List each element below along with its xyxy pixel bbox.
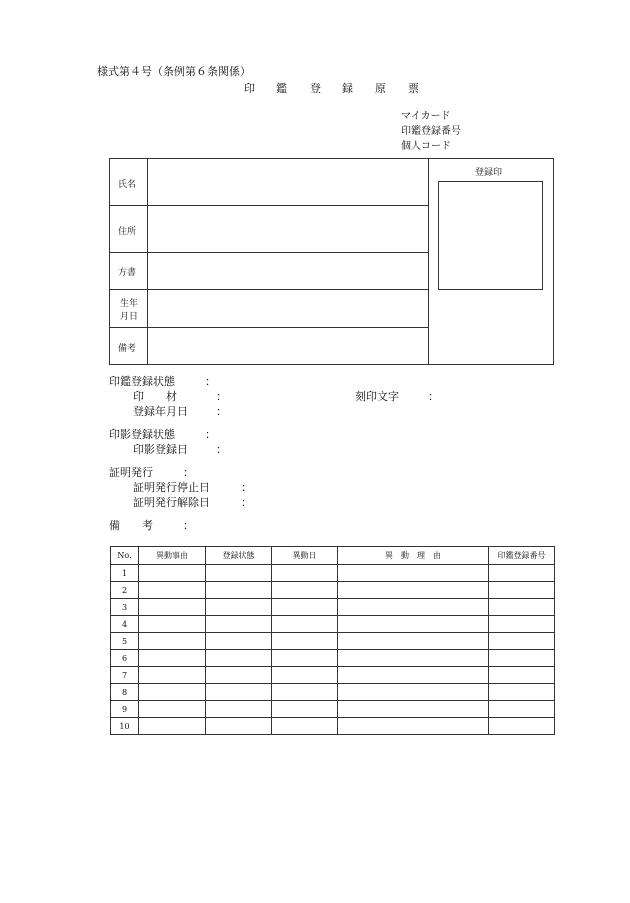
table-cell: [489, 565, 555, 582]
table-cell: [139, 565, 206, 582]
table-cell: [272, 718, 338, 735]
impression-status-heading: 印影登録状態: [109, 428, 175, 441]
column-header-seal-number: 印鑑登録番号: [489, 547, 555, 565]
table-cell: [272, 599, 338, 616]
table-row: [111, 582, 555, 599]
registered-date-label: 登録年月日: [133, 405, 188, 418]
column-header-change-date: 異動日: [272, 547, 338, 565]
row-number: 3: [111, 599, 139, 616]
table-cell: [338, 650, 489, 667]
table-cell: [139, 667, 206, 684]
title-char: 録: [342, 82, 353, 95]
seal-column-divider: [428, 158, 429, 365]
column-header-change-reason-code: 異動事由: [139, 547, 206, 565]
table-cell: [489, 718, 555, 735]
seal-impression-box: [438, 181, 543, 290]
colon: ：: [216, 405, 227, 418]
seal-status-heading: 印鑑登録状態: [109, 375, 175, 388]
name-label: 氏名: [118, 180, 137, 190]
colon: ：: [428, 390, 439, 403]
row-number: 5: [111, 633, 139, 650]
table-cell: [338, 684, 489, 701]
title-char: 原: [375, 82, 386, 95]
table-cell: [338, 667, 489, 684]
table-cell: [489, 667, 555, 684]
row-number: 1: [111, 565, 139, 582]
table-row: [111, 616, 555, 633]
table-header-row: [111, 547, 555, 565]
column-header-no: No.: [111, 547, 139, 565]
table-cell: [206, 667, 272, 684]
table-cell: [272, 565, 338, 582]
table-cell: [272, 582, 338, 599]
colon: ：: [205, 375, 216, 388]
table-cell: [272, 701, 338, 718]
title-char: 印: [244, 82, 255, 95]
table-cell: [489, 582, 555, 599]
table-cell: [489, 684, 555, 701]
table-cell: [139, 684, 206, 701]
table-cell: [206, 684, 272, 701]
row-number: 10: [111, 718, 139, 735]
table-cell: [489, 599, 555, 616]
row-number: 4: [111, 616, 139, 633]
colon: ：: [216, 443, 227, 456]
table-row: [111, 701, 555, 718]
table-cell: [206, 633, 272, 650]
table-row: [111, 565, 555, 582]
table-cell: [206, 565, 272, 582]
row-divider: [109, 327, 428, 328]
table-cell: [338, 565, 489, 582]
remarks-field-label: 備考: [118, 344, 137, 354]
row-number: 2: [111, 582, 139, 599]
birth-label-line1: 生年: [120, 299, 139, 309]
table-cell: [338, 718, 489, 735]
table-cell: [489, 616, 555, 633]
my-card-label: マイカード: [401, 111, 451, 122]
title-char: 票: [408, 82, 419, 95]
row-divider: [109, 252, 428, 253]
form-number: 様式第４号（条例第６条関係）: [97, 65, 251, 78]
seal-registration-number-label: 印鑑登録番号: [401, 126, 461, 137]
table-cell: [139, 582, 206, 599]
table-cell: [139, 599, 206, 616]
material-label: 印 材: [133, 390, 177, 403]
table-row: [111, 650, 555, 667]
table-cell: [272, 667, 338, 684]
row-number: 7: [111, 667, 139, 684]
table-cell: [489, 650, 555, 667]
certificate-heading: 証明発行: [109, 466, 153, 479]
table-cell: [139, 701, 206, 718]
table-cell: [139, 616, 206, 633]
care-of-label: 方書: [118, 268, 137, 278]
table-cell: [206, 599, 272, 616]
table-cell: [338, 701, 489, 718]
table-cell: [338, 599, 489, 616]
title-char: 鑑: [276, 82, 287, 95]
change-history-table: [110, 546, 555, 735]
table-cell: [206, 718, 272, 735]
registered-seal-label: 登録印: [475, 168, 503, 178]
table-cell: [139, 718, 206, 735]
table-cell: [272, 650, 338, 667]
table-cell: [206, 650, 272, 667]
certificate-stop-date-label: 証明発行停止日: [133, 481, 210, 494]
table-cell: [139, 650, 206, 667]
table-row: [111, 599, 555, 616]
colon: ：: [183, 466, 194, 479]
address-label: 住所: [118, 227, 137, 237]
table-cell: [489, 633, 555, 650]
impression-date-label: 印影登録日: [133, 443, 188, 456]
row-number: 6: [111, 650, 139, 667]
row-divider: [109, 205, 428, 206]
table-cell: [206, 616, 272, 633]
colon: ：: [205, 428, 216, 441]
table-cell: [206, 582, 272, 599]
table-cell: [272, 633, 338, 650]
table-cell: [139, 633, 206, 650]
table-cell: [272, 684, 338, 701]
remarks-heading: 備 考: [109, 519, 153, 532]
table-row: [111, 684, 555, 701]
table-row: [111, 667, 555, 684]
row-number: 8: [111, 684, 139, 701]
table-cell: [272, 616, 338, 633]
row-number: 9: [111, 701, 139, 718]
table-row: [111, 718, 555, 735]
table-cell: [489, 701, 555, 718]
column-header-registration-status: 登録状態: [206, 547, 272, 565]
colon: ：: [241, 481, 252, 494]
title-char: 登: [310, 82, 321, 95]
colon: ：: [216, 390, 227, 403]
row-divider: [109, 289, 428, 290]
colon: ：: [241, 496, 252, 509]
table-row: [111, 633, 555, 650]
personal-code-label: 個人コード: [401, 141, 451, 152]
label-column-divider: [147, 158, 148, 365]
table-cell: [338, 616, 489, 633]
colon: ：: [183, 519, 194, 532]
table-cell: [338, 582, 489, 599]
engraving-label: 刻印文字: [355, 390, 399, 403]
column-header-change-reason: 異 動 理 由: [338, 547, 489, 565]
certificate-release-date-label: 証明発行解除日: [133, 496, 210, 509]
table-cell: [338, 633, 489, 650]
table-cell: [206, 701, 272, 718]
birth-label-line2: 月日: [120, 312, 139, 322]
